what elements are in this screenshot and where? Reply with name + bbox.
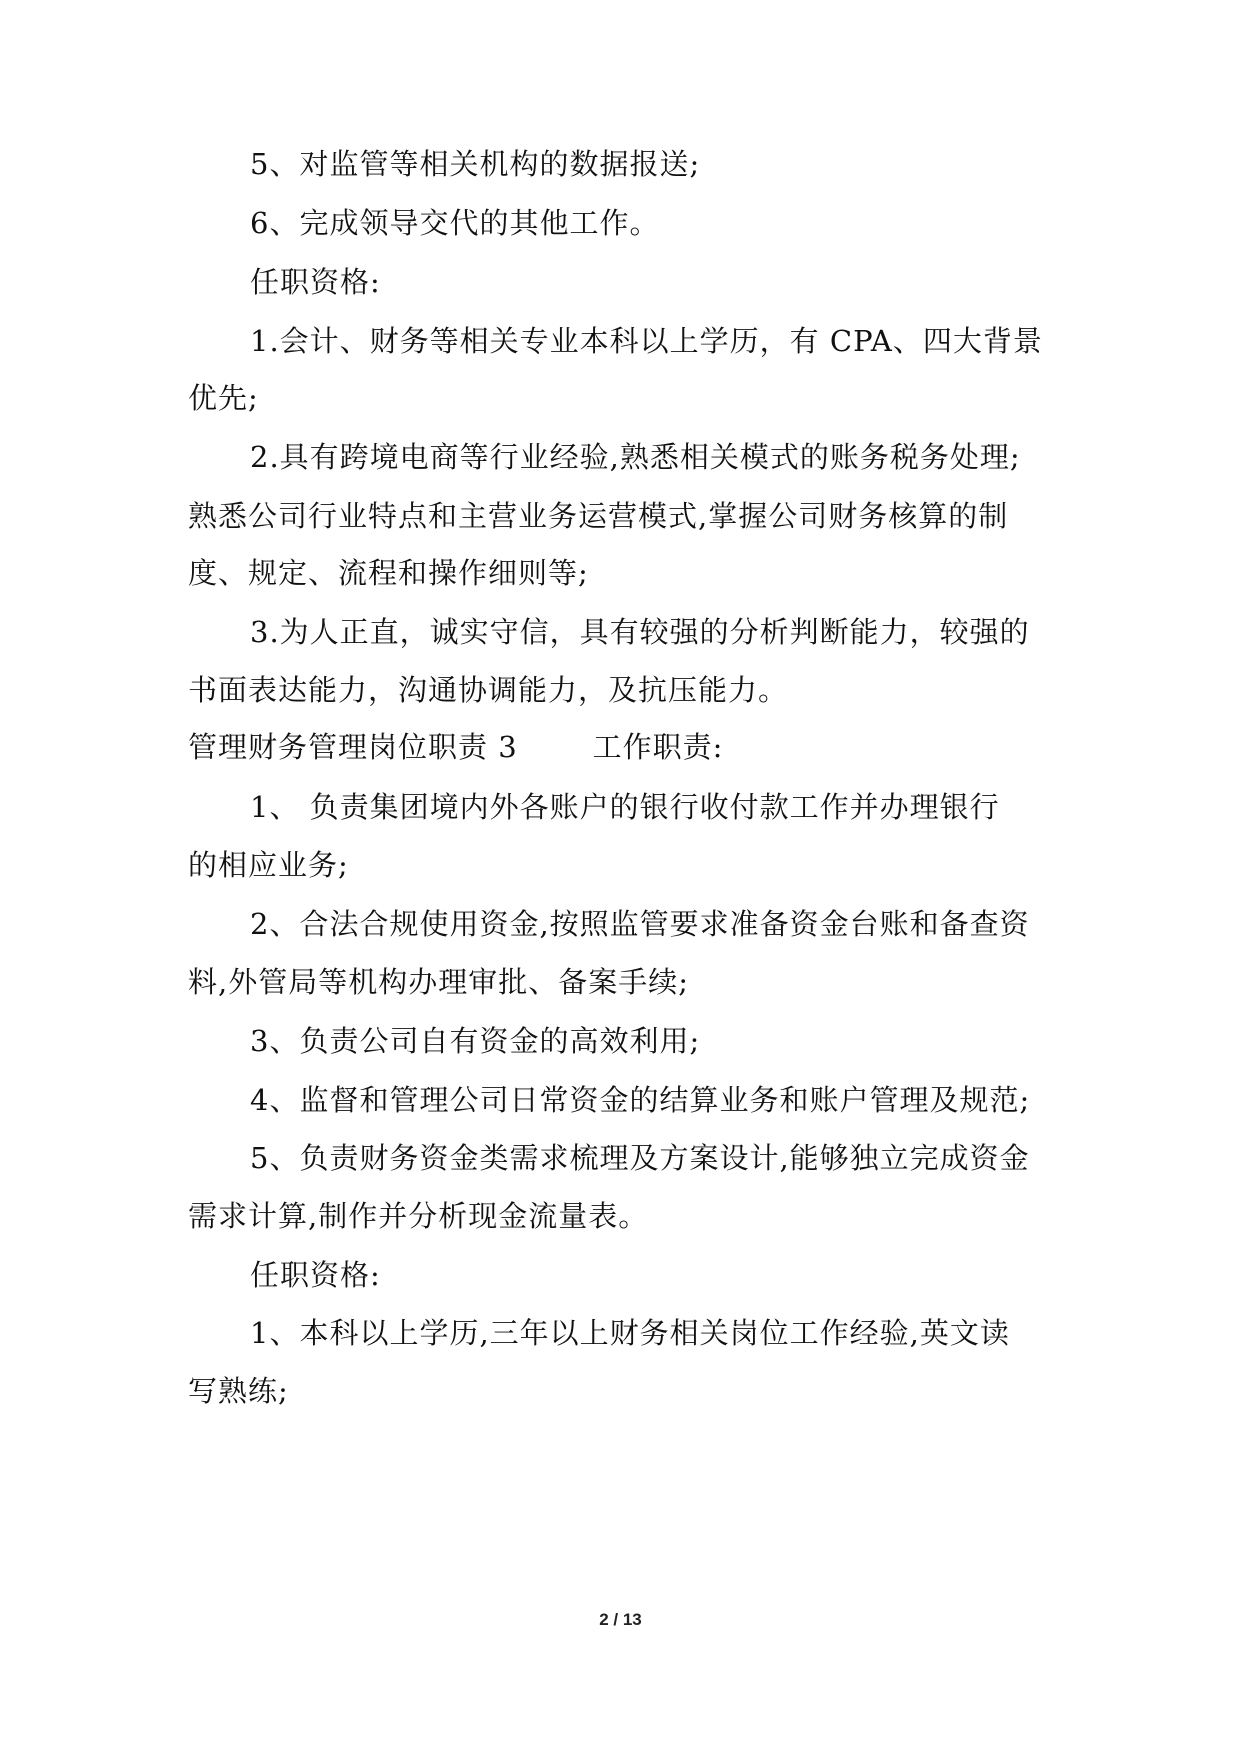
text-line: 料,外管局等机构办理审批、备案手续;: [188, 965, 689, 999]
text-line: 5、负责财务资金类需求梳理及方案设计,能够独立完成资金: [250, 1141, 1030, 1175]
text-line: 4、监督和管理公司日常资金的结算业务和账户管理及规范;: [250, 1083, 1031, 1117]
text-line: 熟悉公司行业特点和主营业务运营模式,掌握公司财务核算的制: [188, 499, 1009, 533]
section-heading: 任职资格:: [250, 265, 381, 299]
text-line: 书面表达能力，沟通协调能力，及抗压能力。: [188, 673, 789, 707]
text-line: 1.会计、财务等相关专业本科以上学历，有 CPA、四大背景: [250, 324, 1043, 358]
section-title-line: [188, 727, 1068, 767]
text-line: 1、 负责集团境内外各账户的银行收付款工作并办理银行: [250, 790, 1000, 824]
text-line: 6、完成领导交代的其他工作。: [250, 206, 660, 240]
text-line: 1、本科以上学历,三年以上财务相关岗位工作经验,英文读: [250, 1316, 1010, 1350]
text-line: 写熟练;: [188, 1374, 289, 1408]
text-line: 5、对监管等相关机构的数据报送;: [250, 147, 701, 181]
section-heading: 任职资格:: [250, 1258, 381, 1292]
text-line: 需求计算,制作并分析现金流量表。: [188, 1199, 649, 1233]
text-line: 3、负责公司自有资金的高效利用;: [250, 1024, 701, 1058]
section-subtitle: 工作职责:: [592, 730, 724, 764]
text-line: 优先;: [188, 381, 259, 415]
text-line: 3.为人正直，诚实守信，具有较强的分析判断能力，较强的: [250, 615, 1030, 649]
page-number: 2 / 13: [599, 1610, 642, 1629]
text-line: 2.具有跨境电商等行业经验,熟悉相关模式的账务税务处理;: [250, 440, 1021, 474]
text-line: 度、规定、流程和操作细则等;: [188, 556, 589, 590]
section-title: 管理财务管理岗位职责 3: [188, 730, 518, 764]
text-line: 2、合法合规使用资金,按照监管要求准备资金台账和备查资: [250, 907, 1030, 941]
text-line: 的相应业务;: [188, 848, 349, 882]
